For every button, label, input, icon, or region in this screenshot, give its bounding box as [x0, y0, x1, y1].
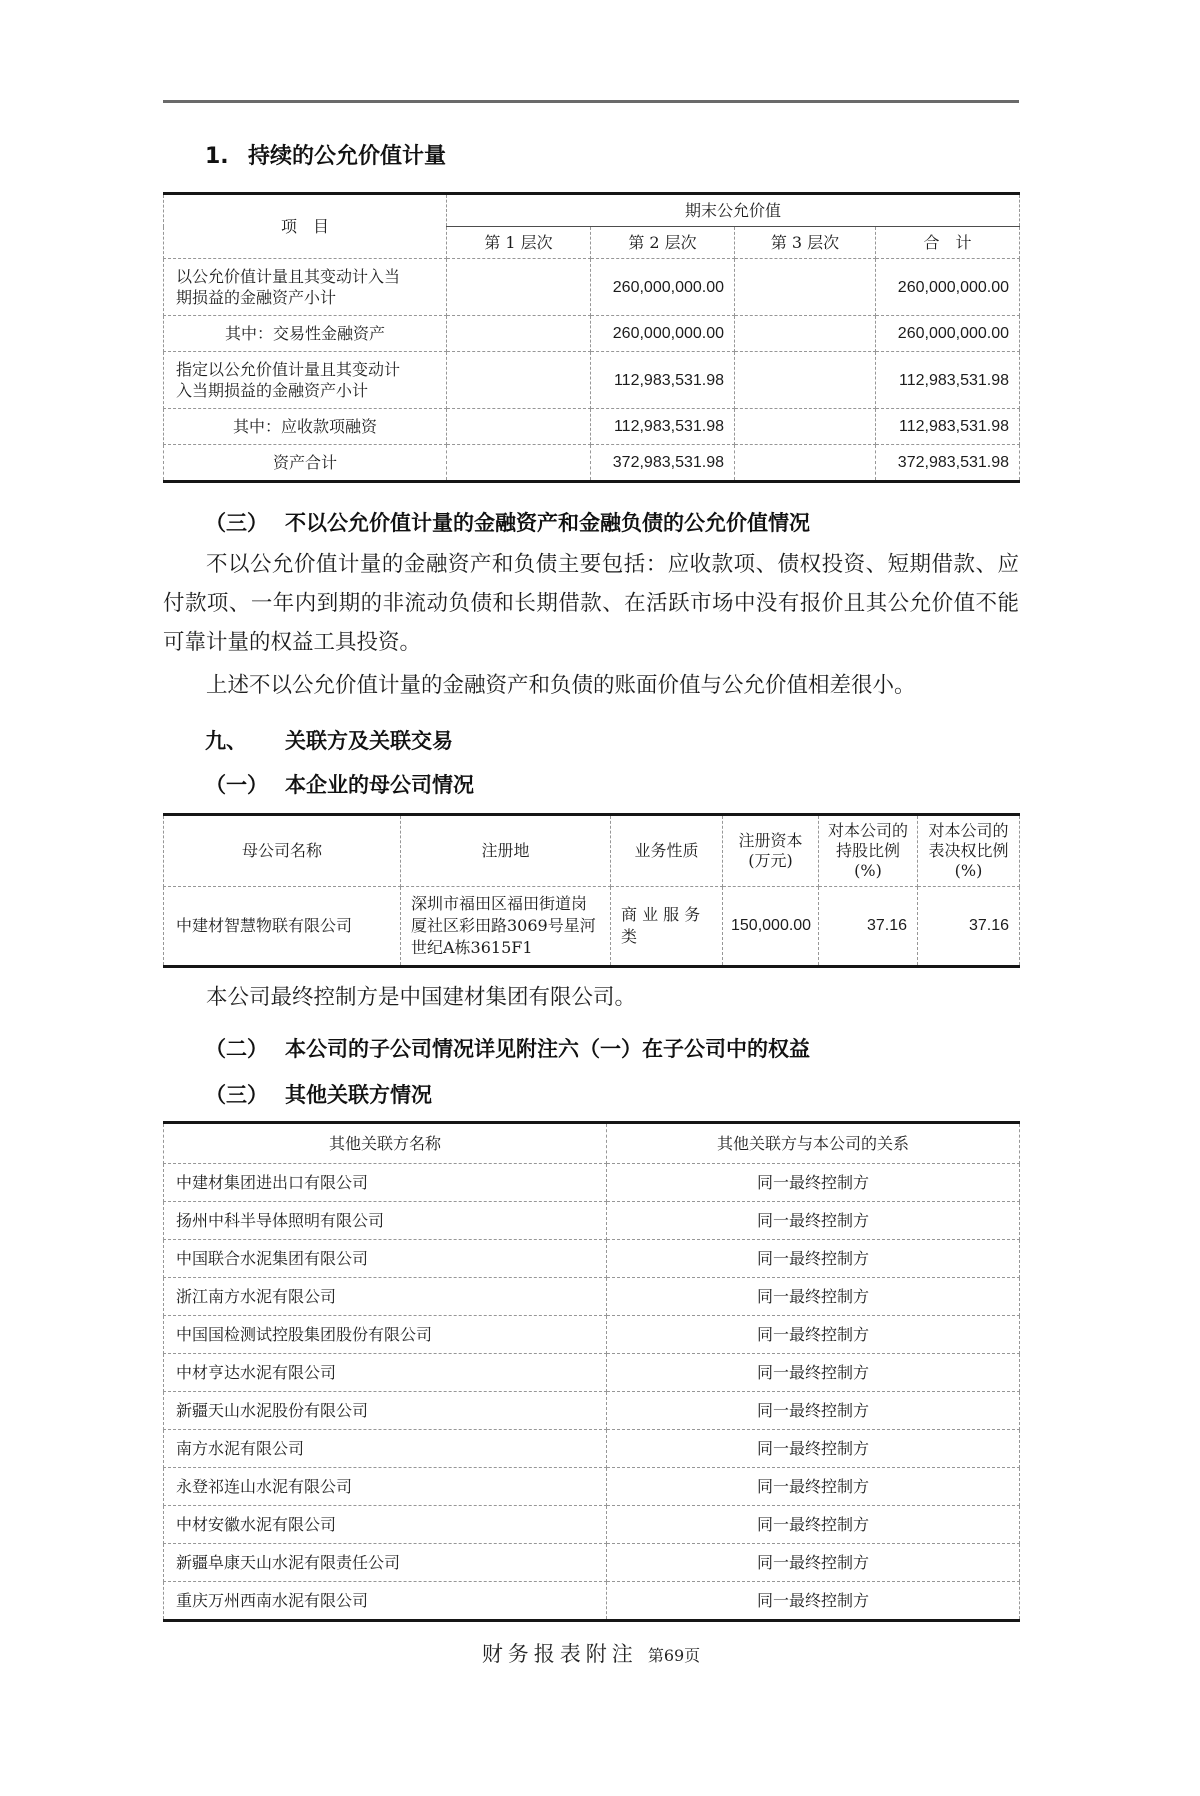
heading-title: 其他关联方情况: [285, 1083, 432, 1107]
parent-voting-ratio: 37.16: [918, 887, 1020, 967]
fv-col-level1: 第 1 层次: [447, 227, 591, 259]
table-row: [164, 409, 1020, 445]
table-row: [164, 887, 1020, 967]
fv-row-label: 以公允价值计量且其变动计入当期损益的金融资产小计: [164, 259, 447, 316]
fv-level3-value: [735, 316, 876, 352]
heading-title: 本公司的子公司情况详见附注六（一）在子公司中的权益: [285, 1037, 810, 1061]
para-ultimate-controller: 本公司最终控制方是中国建材集团有限公司。: [206, 985, 637, 1010]
fv-level2-value: 112,983,531.98: [591, 409, 735, 445]
parent-col-name: 母公司名称: [164, 815, 401, 887]
related-party-name: 永登祁连山水泥有限公司: [164, 1468, 607, 1506]
parent-col-capital: 注册资本 (万元): [723, 815, 819, 887]
fv-row-label: 其中：应收款项融资: [164, 409, 447, 445]
fv-total-value: 112,983,531.98: [876, 352, 1020, 409]
related-party-relation: 同一最终控制方: [607, 1468, 1020, 1506]
table-row: [164, 1164, 1020, 1202]
related-party-relation: 同一最终控制方: [607, 1392, 1020, 1430]
table-row: [164, 1240, 1020, 1278]
fv-level2-value: 372,983,531.98: [591, 445, 735, 482]
table-row: [164, 1468, 1020, 1506]
related-party-name: 新疆阜康天山水泥有限责任公司: [164, 1544, 607, 1582]
parent-business: 商 业 服 务 类: [611, 887, 723, 967]
table-row: [164, 445, 1020, 482]
related-party-name: 中建材集团进出口有限公司: [164, 1164, 607, 1202]
fv-total-value: 260,000,000.00: [876, 316, 1020, 352]
related-party-relation: 同一最终控制方: [607, 1430, 1020, 1468]
fv-level1-value: [447, 316, 591, 352]
table-row: [164, 1278, 1020, 1316]
related-parties-table: [163, 1121, 1020, 1622]
fv-col-group: 期末公允价值: [447, 194, 1020, 227]
fair-value-table: [163, 192, 1020, 483]
fv-level3-value: [735, 445, 876, 482]
heading-number: （三）: [205, 1083, 268, 1107]
heading-number: （三）: [205, 511, 268, 535]
fv-level2-value: 260,000,000.00: [591, 259, 735, 316]
fv-col-item: 项 目: [164, 194, 447, 259]
related-party-name: 南方水泥有限公司: [164, 1430, 607, 1468]
parent-col-voting: 对本公司的表决权比例 (%): [918, 815, 1020, 887]
heading-continuous-fair-value: [205, 139, 1019, 170]
fv-level2-value: 112,983,531.98: [591, 352, 735, 409]
heading-number: （一）: [205, 773, 268, 797]
fv-level1-value: [447, 352, 591, 409]
related-party-relation: 同一最终控制方: [607, 1544, 1020, 1582]
related-party-relation: 同一最终控制方: [607, 1354, 1020, 1392]
table-row: [164, 1430, 1020, 1468]
page-footer: [163, 1638, 1019, 1668]
fv-col-level2: 第 2 层次: [591, 227, 735, 259]
table-row: [164, 316, 1020, 352]
parent-capital: 150,000.00: [723, 887, 819, 967]
table-row: [164, 1202, 1020, 1240]
parent-name: 中建材智慧物联有限公司: [164, 887, 401, 967]
table-row: [164, 1506, 1020, 1544]
related-party-name: 中国联合水泥集团有限公司: [164, 1240, 607, 1278]
table-row: [164, 259, 1020, 316]
fv-row-label: 指定以公允价值计量且其变动计入当期损益的金融资产小计: [164, 352, 447, 409]
heading-number: （二）: [205, 1037, 268, 1061]
fv-level3-value: [735, 409, 876, 445]
heading-parent-company: [205, 769, 1019, 799]
fv-total-value: 112,983,531.98: [876, 409, 1020, 445]
related-col-relation: 其他关联方与本公司的关系: [607, 1123, 1020, 1164]
related-party-name: 中材亨达水泥有限公司: [164, 1354, 607, 1392]
heading-number: 九、: [205, 729, 247, 753]
fv-col-level3: 第 3 层次: [735, 227, 876, 259]
related-party-relation: 同一最终控制方: [607, 1316, 1020, 1354]
fv-level1-value: [447, 445, 591, 482]
fv-row-label: 资产合计: [164, 445, 447, 482]
heading-other-related-parties: [205, 1079, 1019, 1109]
related-party-relation: 同一最终控制方: [607, 1202, 1020, 1240]
table-row: [164, 1316, 1020, 1354]
heading-title: 不以公允价值计量的金融资产和金融负债的公允价值情况: [285, 511, 810, 535]
table-row: [164, 1123, 1020, 1164]
table-row: [164, 1354, 1020, 1392]
fv-level1-value: [447, 409, 591, 445]
para-carrying-value-note: 上述不以公允价值计量的金融资产和负债的账面价值与公允价值相差很小。: [206, 673, 916, 698]
heading-non-fair-value: [205, 507, 1019, 537]
table-row: [164, 1544, 1020, 1582]
fv-level2-value: 260,000,000.00: [591, 316, 735, 352]
related-party-relation: 同一最终控制方: [607, 1278, 1020, 1316]
heading-related-parties: [205, 725, 1019, 755]
table-row: [164, 1582, 1020, 1621]
related-party-relation: 同一最终控制方: [607, 1582, 1020, 1621]
parent-company-table: [163, 813, 1020, 968]
fv-total-value: 372,983,531.98: [876, 445, 1020, 482]
related-party-name: 中材安徽水泥有限公司: [164, 1506, 607, 1544]
fv-total-value: 260,000,000.00: [876, 259, 1020, 316]
footer-title: 财务报表附注: [481, 1642, 638, 1666]
footer-page-number: 第69页: [647, 1646, 701, 1665]
fv-level3-value: [735, 259, 876, 316]
table-row: [164, 815, 1020, 887]
document-page: [0, 100, 1200, 1796]
parent-holding-ratio: 37.16: [819, 887, 918, 967]
heading-number: 1.: [205, 144, 229, 169]
fv-col-total: 合 计: [876, 227, 1020, 259]
related-party-name: 重庆万州西南水泥有限公司: [164, 1582, 607, 1621]
related-party-name: 新疆天山水泥股份有限公司: [164, 1392, 607, 1430]
related-col-name: 其他关联方名称: [164, 1123, 607, 1164]
heading-subsidiaries: [205, 1033, 1019, 1063]
para-non-fair-value-scope: 不以公允价值计量的金融资产和负债主要包括：应收款项、债权投资、短期借款、应付款项、一年内到期的非流动负债和长期借款、在活跃市场中没有报价且其公允价值不能可靠计量的权益工具投资。: [163, 552, 1019, 655]
table-row: [164, 352, 1020, 409]
parent-col-address: 注册地: [401, 815, 611, 887]
related-party-name: 中国国检测试控股集团股份有限公司: [164, 1316, 607, 1354]
parent-col-holding: 对本公司的持股比例 (%): [819, 815, 918, 887]
fv-level3-value: [735, 352, 876, 409]
heading-title: 关联方及关联交易: [285, 729, 453, 753]
parent-address: 深圳市福田区福田街道岗厦社区彩田路3069号星河世纪A栋3615F1: [401, 887, 611, 967]
table-row: [164, 1392, 1020, 1430]
heading-title: 持续的公允价值计量: [248, 144, 447, 169]
related-party-relation: 同一最终控制方: [607, 1164, 1020, 1202]
heading-title: 本企业的母公司情况: [285, 773, 474, 797]
related-party-relation: 同一最终控制方: [607, 1240, 1020, 1278]
related-party-name: 浙江南方水泥有限公司: [164, 1278, 607, 1316]
fv-row-label: 其中：交易性金融资产: [164, 316, 447, 352]
top-divider: [163, 100, 1019, 103]
fv-level1-value: [447, 259, 591, 316]
table-row: [164, 194, 1020, 227]
related-party-name: 扬州中科半导体照明有限公司: [164, 1202, 607, 1240]
parent-col-business: 业务性质: [611, 815, 723, 887]
related-party-relation: 同一最终控制方: [607, 1506, 1020, 1544]
